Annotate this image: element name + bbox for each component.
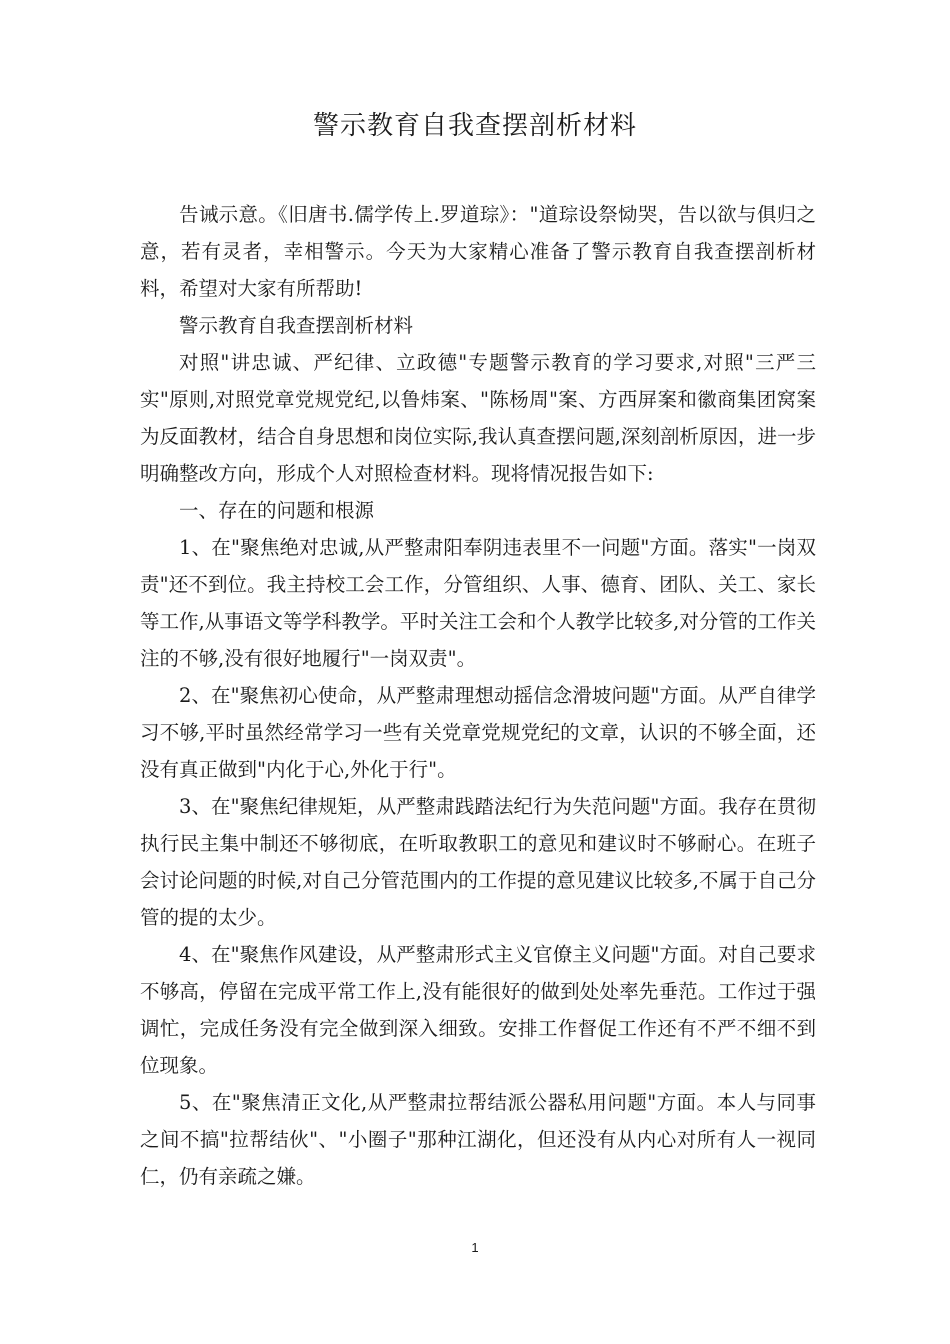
paragraph-intro: 告诫示意。《旧唐书.儒学传上.罗道琮》："道琮设祭恸哭，告以欲与俱归之意，若有灵者，幸相警示。今天为大家精心准备了警示教育自我查摆剖析材料，希望对大家有所帮助!: [140, 203, 816, 300]
paragraph-overview: 对照"讲忠诚、严纪律、立政德"专题警示教育的学习要求,对照"三严三实"原则,对照党章党规党纪,以鲁炜案、"陈杨周"案、方西屏案和徽商集团窝案为反面教材，结合自身思想和岗位实际,我认真查摆问题,深刻剖析原因，进一步明确整改方向，形成个人对照检查材料。现将情况报告如下:: [140, 351, 816, 485]
section-heading: 一、存在的问题和根源: [179, 499, 375, 522]
paragraph-subtitle: 警示教育自我查摆剖析材料: [179, 314, 414, 337]
page-number: 1: [471, 1240, 479, 1255]
paragraph-item-1: 1、在"聚焦绝对忠诚,从严整肃阳奉阴违表里不一问题"方面。落实"一岗双责"还不到位。我主持校工会工作，分管组织、人事、德育、团队、关工、家长等工作,从事语文等学科教学。平时关注工会和个人教学比较多,对分管的工作关注的不够,没有很好地履行"一岗双责"。: [140, 536, 816, 670]
paragraph-item-3: 3、在"聚焦纪律规矩，从严整肃践踏法纪行为失范问题"方面。我存在贯彻执行民主集中制还不够彻底，在听取教职工的意见和建议时不够耐心。在班子会讨论问题的时候,对自己分管范围内的工作提的意见建议比较多,不属于自己分管的提的太少。: [140, 795, 816, 929]
document-title: 警示教育自我查摆剖析材料: [312, 111, 637, 141]
paragraph-item-2: 2、在"聚焦初心使命，从严整肃理想动摇信念滑坡问题"方面。从严自律学习不够,平时虽然经常学习一些有关党章党规党纪的文章，认识的不够全面，还没有真正做到"内化于心,外化于行"。: [140, 684, 816, 781]
document-body: [140, 196, 816, 1195]
paragraph-item-5: 5、在"聚焦清正文化,从严整肃拉帮结派公器私用问题"方面。本人与同事之间不搞"拉帮结伙"、"小圈子"那种江湖化，但还没有从内心对所有人一视同仁，仍有亲疏之嫌。: [140, 1091, 816, 1188]
paragraph-item-4: 4、在"聚焦作风建设，从严整肃形式主义官僚主义问题"方面。对自己要求不够高，停留在完成平常工作上,没有能很好的做到处处率先垂范。工作过于强调忙，完成任务没有完全做到深入细致。安排工作督促工作还有不严不细不到位现象。: [140, 943, 816, 1077]
